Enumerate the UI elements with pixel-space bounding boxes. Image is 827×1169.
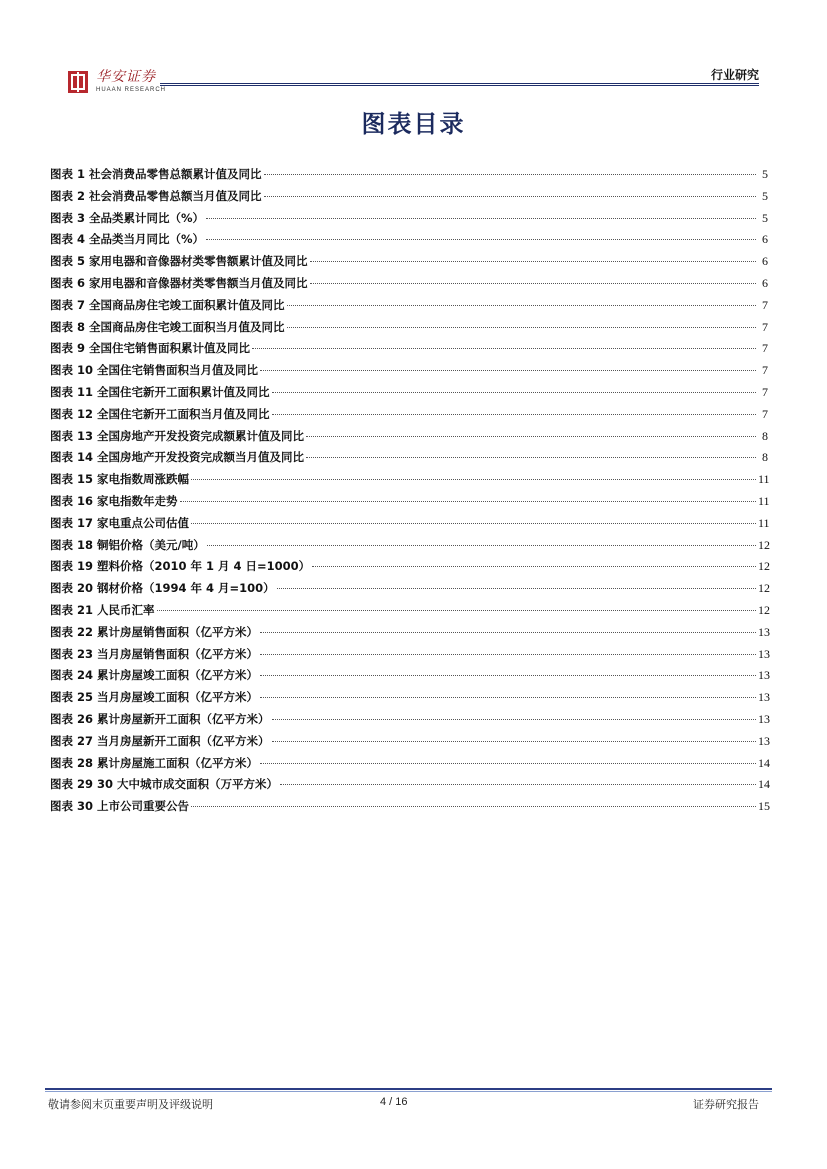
toc-entry[interactable] xyxy=(50,428,768,450)
toc-entry-label: 图表 28 累计房屋施工面积（亿平方米） xyxy=(50,755,259,770)
toc-entry-label: 图表 15 家电指数周涨跌幅 xyxy=(50,472,190,487)
toc-leader-dots xyxy=(280,784,756,785)
toc-entry[interactable] xyxy=(50,711,768,733)
toc-entry[interactable] xyxy=(50,384,768,406)
toc-entry-page: 12 xyxy=(758,559,770,574)
toc-leader-dots xyxy=(260,370,756,371)
toc-entry[interactable] xyxy=(50,362,768,384)
toc-entry-page: 12 xyxy=(758,602,770,617)
toc-entry[interactable] xyxy=(50,319,768,341)
header-divider xyxy=(160,83,759,84)
toc-entry-label: 图表 4 全品类当月同比（%） xyxy=(50,232,205,247)
toc-leader-dots xyxy=(180,501,756,502)
toc-entry-label: 图表 26 累计房屋新开工面积（亿平方米） xyxy=(50,711,270,726)
logo-en-text: HUAAN RESEARCH xyxy=(96,87,167,93)
toc-entry-page: 12 xyxy=(758,581,770,596)
toc-leader-dots xyxy=(264,196,756,197)
toc-entry[interactable] xyxy=(50,624,768,646)
toc-entry[interactable] xyxy=(50,798,768,820)
toc-entry-label: 图表 18 铜铝价格（美元/吨） xyxy=(50,537,205,552)
toc-entry-page: 12 xyxy=(758,537,770,552)
toc-entry-page: 7 xyxy=(762,363,768,378)
toc-entry-page: 7 xyxy=(762,297,768,312)
toc-leader-dots xyxy=(206,239,756,240)
toc-entry-page: 6 xyxy=(762,275,768,290)
toc-leader-dots xyxy=(260,654,756,655)
toc-entry-label: 图表 7 全国商品房住宅竣工面积累计值及同比 xyxy=(50,297,285,312)
toc-leader-dots xyxy=(306,436,756,437)
toc-entry-label: 图表 24 累计房屋竣工面积（亿平方米） xyxy=(50,668,259,683)
toc-leader-dots xyxy=(206,218,756,219)
toc-entry-label: 图表 5 家用电器和音像器材类零售额累计值及同比 xyxy=(50,254,308,269)
toc-leader-dots xyxy=(272,741,756,742)
toc-entry-label: 图表 17 家电重点公司估值 xyxy=(50,515,190,530)
toc-entry-label: 图表 14 全国房地产开发投资完成额当月值及同比 xyxy=(50,450,305,465)
toc-entry[interactable] xyxy=(50,602,768,624)
toc-entry[interactable] xyxy=(50,210,768,232)
toc-entry-page: 7 xyxy=(762,341,768,356)
table-of-figures xyxy=(50,166,768,820)
toc-leader-dots xyxy=(191,806,756,807)
toc-entry[interactable] xyxy=(50,166,768,188)
toc-leader-dots xyxy=(157,610,756,611)
toc-entry[interactable] xyxy=(50,733,768,755)
toc-entry-label: 图表 19 塑料价格（2010 年 1 月 4 日=1000） xyxy=(50,559,311,574)
toc-entry-page: 6 xyxy=(762,232,768,247)
toc-entry[interactable] xyxy=(50,297,768,319)
toc-entry-page: 8 xyxy=(762,450,768,465)
toc-entry[interactable] xyxy=(50,493,768,515)
toc-leader-dots xyxy=(312,566,756,567)
toc-entry-page: 11 xyxy=(758,472,770,487)
page-header xyxy=(0,0,827,110)
toc-leader-dots xyxy=(272,719,756,720)
toc-entry-page: 13 xyxy=(758,646,770,661)
toc-entry-label: 图表 16 家电指数年走势 xyxy=(50,493,178,508)
page-indicator: 4 / 16 xyxy=(380,1096,408,1108)
toc-entry-label: 图表 29 30 大中城市成交面积（万平方米） xyxy=(50,777,279,792)
toc-entry-label: 图表 22 累计房屋销售面积（亿平方米） xyxy=(50,624,259,639)
toc-entry-label: 图表 1 社会消费品零售总额累计值及同比 xyxy=(50,167,262,181)
toc-entry-label: 图表 27 当月房屋新开工面积（亿平方米） xyxy=(50,733,270,748)
toc-entry[interactable] xyxy=(50,646,768,668)
toc-leader-dots xyxy=(260,697,756,698)
toc-entry[interactable] xyxy=(50,537,768,559)
toc-leader-dots xyxy=(207,545,756,546)
toc-leader-dots xyxy=(260,763,756,764)
toc-leader-dots xyxy=(260,632,756,633)
toc-entry-label: 图表 20 钢材价格（1994 年 4 月=100） xyxy=(50,581,275,596)
toc-entry[interactable] xyxy=(50,471,768,493)
toc-leader-dots xyxy=(191,479,756,480)
toc-leader-dots xyxy=(277,588,756,589)
toc-entry[interactable] xyxy=(50,253,768,275)
toc-entry-page: 5 xyxy=(762,167,768,181)
toc-entry[interactable] xyxy=(50,580,768,602)
toc-entry-page: 13 xyxy=(758,711,770,726)
toc-leader-dots xyxy=(260,675,756,676)
toc-entry-page: 15 xyxy=(758,799,770,814)
toc-entry-label: 图表 10 全国住宅销售面积当月值及同比 xyxy=(50,363,259,378)
toc-entry-label: 图表 21 人民币汇率 xyxy=(50,602,155,617)
logo-mark-icon xyxy=(68,71,88,93)
toc-entry-page: 13 xyxy=(758,668,770,683)
toc-leader-dots xyxy=(287,305,756,306)
footer-divider xyxy=(45,1088,772,1090)
toc-entry-label: 图表 25 当月房屋竣工面积（亿平方米） xyxy=(50,690,259,705)
toc-entry[interactable] xyxy=(50,558,768,580)
toc-entry-label: 图表 11 全国住宅新开工面积累计值及同比 xyxy=(50,384,270,399)
toc-leader-dots xyxy=(310,283,756,284)
toc-leader-dots xyxy=(287,327,756,328)
toc-entry[interactable] xyxy=(50,340,768,362)
toc-entry[interactable] xyxy=(50,776,768,798)
logo-cn-text: 华安证券 xyxy=(96,69,156,85)
toc-leader-dots xyxy=(272,414,756,415)
toc-entry[interactable] xyxy=(50,515,768,537)
toc-leader-dots xyxy=(306,457,756,458)
toc-leader-dots xyxy=(272,392,756,393)
toc-entry-page: 5 xyxy=(762,210,768,225)
toc-entry-page: 14 xyxy=(758,755,770,770)
toc-entry[interactable] xyxy=(50,406,768,428)
footer-doc-type: 证券研究报告 xyxy=(693,1098,759,1111)
toc-entry-page: 14 xyxy=(758,777,770,792)
toc-entry-page: 5 xyxy=(762,188,768,203)
header-divider-secondary xyxy=(160,85,759,86)
brand-logo xyxy=(68,70,166,93)
toc-leader-dots xyxy=(264,174,756,175)
toc-entry[interactable] xyxy=(50,667,768,689)
toc-entry-label: 图表 2 社会消费品零售总额当月值及同比 xyxy=(50,188,262,203)
page-title: 图表目录 xyxy=(361,110,466,138)
toc-entry-label: 图表 23 当月房屋销售面积（亿平方米） xyxy=(50,646,259,661)
section-label: 行业研究 xyxy=(710,68,759,82)
toc-entry-page: 7 xyxy=(762,406,768,421)
toc-entry-page: 6 xyxy=(762,254,768,269)
toc-entry[interactable] xyxy=(50,689,768,711)
footer-disclaimer: 敬请参阅末页重要声明及评级说明 xyxy=(48,1098,213,1111)
toc-entry-page: 8 xyxy=(762,428,768,443)
toc-entry-label: 图表 8 全国商品房住宅竣工面积当月值及同比 xyxy=(50,319,285,334)
footer-divider-thin xyxy=(45,1091,772,1092)
toc-entry-label: 图表 9 全国住宅销售面积累计值及同比 xyxy=(50,341,251,356)
toc-entry-page: 11 xyxy=(758,493,770,508)
toc-entry-label: 图表 13 全国房地产开发投资完成额累计值及同比 xyxy=(50,428,305,443)
toc-entry[interactable] xyxy=(50,275,768,297)
toc-entry[interactable] xyxy=(50,755,768,777)
toc-entry-page: 13 xyxy=(758,624,770,639)
toc-entry-label: 图表 12 全国住宅新开工面积当月值及同比 xyxy=(50,406,270,421)
toc-leader-dots xyxy=(310,261,756,262)
toc-entry-page: 7 xyxy=(762,384,768,399)
toc-entry-label: 图表 30 上市公司重要公告 xyxy=(50,799,190,814)
toc-leader-dots xyxy=(191,523,756,524)
toc-leader-dots xyxy=(252,348,756,349)
toc-entry-page: 13 xyxy=(758,733,770,748)
toc-entry-page: 13 xyxy=(758,690,770,705)
toc-entry[interactable] xyxy=(50,188,768,210)
toc-entry-label: 图表 6 家用电器和音像器材类零售额当月值及同比 xyxy=(50,275,308,290)
toc-entry[interactable] xyxy=(50,231,768,253)
toc-entry-label: 图表 3 全品类累计同比（%） xyxy=(50,210,205,225)
toc-entry[interactable] xyxy=(50,449,768,471)
toc-entry-page: 11 xyxy=(758,515,770,530)
toc-entry-page: 7 xyxy=(762,319,768,334)
